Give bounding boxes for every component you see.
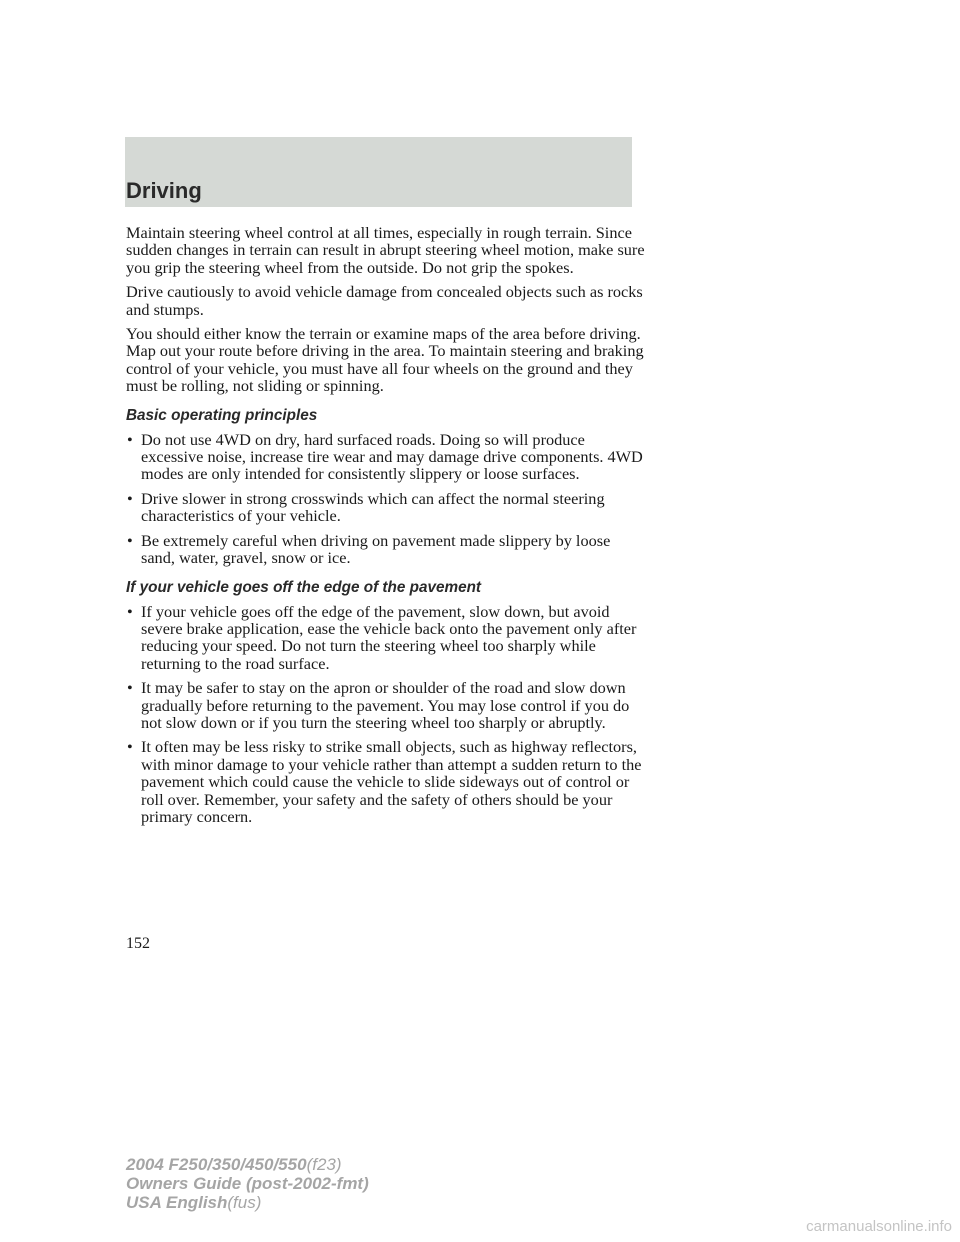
list-item-text: It may be safer to stay on the apron or shoulder of the road and slow down gradually before returning to the pavement. You may lose control if you do not slow down or if you turn the steering wheel too sharply or abruptly.: [141, 678, 630, 732]
footer-line-model: [126, 1155, 369, 1174]
list-item: [126, 490, 646, 525]
list-item: [126, 431, 646, 483]
footer-guide-text: Owners Guide (post-2002-fmt): [126, 1174, 369, 1193]
list-item: [126, 679, 646, 731]
list-item: [126, 603, 646, 673]
paragraph: You should either know the terrain or examine maps of the area before driving. Map out your route before driving in the area. To maintain steering and braking control of your vehicle, you must have all four wheels on the ground and they must be rolling, not sliding or spinning.: [126, 324, 644, 396]
bullet-icon: •: [127, 530, 133, 550]
list-item-text: Do not use 4WD on dry, hard surfaced roads. Doing so will produce excessive noise, increase tire wear and may damage drive components. 4WD modes are only intended for consistently slippery or loose surfaces.: [141, 429, 643, 484]
bullet-icon: •: [127, 429, 133, 449]
list-item-text: It often may be less risky to strike small objects, such as highway reflectors, with minor damage to your vehicle rather than attempt a sudden return to the pavement which could cause the vehicle to slide sideways out of control or roll over. Remember, your safety and the safety of others should be your primary concern.: [141, 737, 642, 826]
paragraph: Maintain steering wheel control at all times, especially in rough terrain. Since sudden changes in terrain can result in abrupt steering wheel motion, make sure you grip the steering wheel from the outside. Do not grip the spokes.: [126, 223, 645, 277]
subheading-basic-operating-principles: Basic operating principles: [126, 406, 318, 424]
bullet-icon: •: [127, 601, 133, 621]
footer-model-code: (f23): [306, 1155, 342, 1174]
footer-language-text: USA English: [126, 1193, 228, 1212]
footer-language-code: (fus): [227, 1193, 262, 1212]
footer-line-guide: [126, 1174, 369, 1193]
page-number: 152: [126, 935, 150, 952]
bullet-list-off-pavement: [126, 603, 646, 826]
list-item-text: Be extremely careful when driving on pavement made slippery by loose sand, water, gravel, snow or ice.: [141, 530, 611, 568]
bullet-icon: •: [127, 678, 133, 698]
page-content: [126, 224, 646, 832]
bullet-icon: •: [127, 488, 133, 508]
section-title: Driving: [126, 178, 202, 203]
list-item: [126, 738, 646, 825]
watermark-link[interactable]: carmanualsonline.info: [806, 1218, 952, 1235]
subheading-off-pavement: If your vehicle goes off the edge of the pavement: [126, 578, 482, 596]
footer-model-text: 2004 F250/350/450/550: [126, 1155, 307, 1174]
bullet-icon: •: [127, 737, 133, 757]
list-item: [126, 532, 646, 567]
bullet-list-basic-principles: [126, 431, 646, 567]
list-item-text: Drive slower in strong crosswinds which can affect the normal steering characteristics of your vehicle.: [141, 488, 605, 526]
paragraph: Drive cautiously to avoid vehicle damage from concealed objects such as rocks and stumps.: [126, 282, 643, 319]
footer-line-language: [126, 1193, 369, 1212]
list-item-text: If your vehicle goes off the edge of the pavement, slow down, but avoid severe brake application, ease the vehicle back onto the pavement only after reducing your speed. Do not turn the steering wheel too sharply while returning to the road surface.: [141, 601, 637, 673]
document-footer: [126, 1155, 369, 1212]
